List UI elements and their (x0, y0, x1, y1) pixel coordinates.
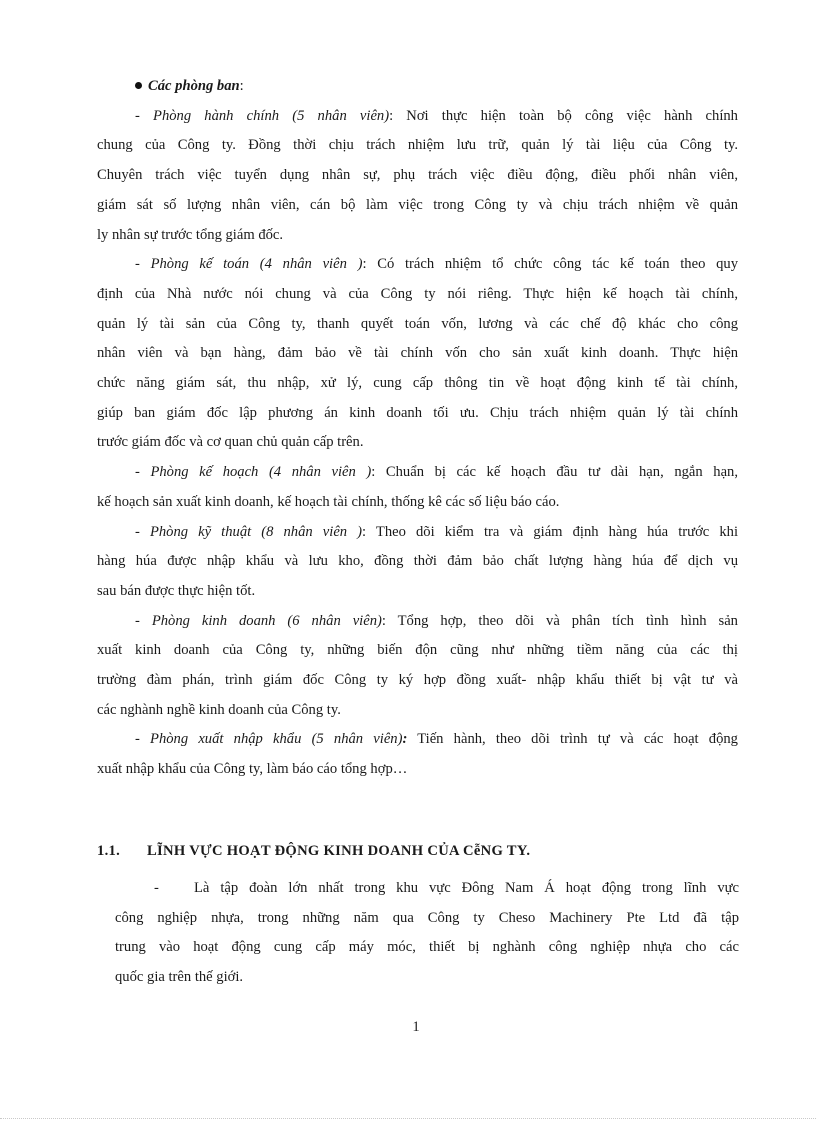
department-label: - Phòng kinh doanh (6 nhân viên) (135, 612, 382, 629)
bullet-icon (135, 82, 142, 89)
text-run: : Theo dõi kiểm tra và giám định hàng húa trước khi (362, 523, 738, 540)
paragraph-line: giúp ban giám đốc lập phương án kinh doanh tối ưu. Chịu trách nhiệm quản lý tài chính (97, 404, 738, 421)
paragraph-line: các nghành nghề kinh doanh của Công ty. (97, 701, 341, 718)
paragraph-line: định của Nhà nước nói chung và của Công ty nói riêng. Thực hiện kế hoạch tài chính, (97, 285, 738, 302)
paragraph-line (97, 250, 738, 280)
departments-heading-line (97, 72, 738, 102)
text-run: : Nơi thực hiện toàn bộ công việc hành chính (389, 107, 738, 124)
paragraph-line: ly nhân sự trước tổng giám đốc. (97, 226, 284, 243)
section-heading (97, 843, 738, 860)
paragraph-line (97, 102, 738, 132)
page-footer-divider (0, 1118, 816, 1119)
paragraph-line: xuất nhập khẩu của Công ty, làm báo cáo tổng hợp… (97, 761, 408, 778)
paragraph-line: chức năng giám sát, thu nhập, xử lý, cung cấp thông tin về hoạt động kinh tế tài chính, (97, 375, 738, 392)
paragraph-line: trường đàm phán, trình giám đốc Công ty ký hợp đồng xuất- nhập khẩu thiết bị vật tư và (97, 672, 738, 689)
paragraph-line (97, 458, 738, 488)
section-body-line (115, 874, 739, 904)
section-title: LĨNH VỰC HOẠT ĐỘNG KINH DOANH CỦA CễNG TY. (147, 843, 531, 859)
department-label: - Phòng kế toán (4 nhân viên ) (135, 256, 363, 273)
paragraph-line: hàng húa được nhập khẩu và lưu kho, đồng thời đảm bảo chất lượng hàng húa để dịch vụ (97, 553, 738, 570)
paragraph-line: giám sát số lượng nhân viên, cán bộ làm việc trong Công ty và chịu trách nhiệm về quản (97, 196, 738, 213)
paragraph-line (97, 607, 738, 637)
paragraph-line: quản lý tài sản của Công ty, thanh quyết toán vốn, lương và các chế độ khác cho công (97, 315, 738, 332)
text-run: : Tổng hợp, theo dõi và phân tích tình hình sản (381, 612, 738, 629)
departments-heading: Các phòng ban (148, 78, 240, 94)
text-run: : Có trách nhiệm tổ chức công tác kế toán theo quy (362, 256, 738, 273)
text-run: Là tập đoàn lớn nhất trong khu vực Đông Nam Á hoạt động trong lĩnh vực (194, 880, 739, 896)
section-body (115, 874, 739, 993)
paragraph-line: trước giám đốc và cơ quan chủ quản cấp trên. (97, 434, 364, 451)
paragraph-line (97, 725, 738, 755)
section-body-line: công nghiệp nhựa, trong những năm qua Công ty Cheso Machinery Pte Ltd đã tập (115, 909, 739, 926)
list-dash: - (154, 880, 159, 896)
department-label: - Phòng kế hoạch (4 nhân viên ) (135, 464, 372, 481)
page-number: 1 (412, 1019, 420, 1035)
department-label: - Phòng kỹ thuật (8 nhân viên ) (135, 523, 363, 540)
paragraph-line: Chuyên trách việc tuyển dụng nhân sự, phụ trách việc điều động, điều phối nhân viên, (97, 167, 738, 184)
text-run: : Chuẩn bị các kế hoạch đầu tư dài hạn, ngắn hạn, (371, 464, 738, 481)
paragraph-line: nhân viên và bạn hàng, đảm bảo về tài chính vốn cho sản xuất kinh doanh. Thực hiện (97, 345, 738, 362)
department-label: - Phòng xuất nhập khẩu (5 nhân viên) (135, 731, 403, 748)
departments-section (97, 72, 738, 785)
paragraph-line (97, 518, 738, 548)
department-label: - Phòng hành chính (5 nhân viên) (135, 107, 390, 124)
paragraph-line: sau bán được thực hiện tốt. (97, 582, 256, 599)
paragraph-line: kế hoạch sản xuất kinh doanh, kế hoạch tài chính, thống kê các số liệu báo cáo. (97, 493, 560, 510)
heading-colon: : (239, 78, 244, 94)
paragraph-line: xuất kinh doanh của Công ty, những biến độn cũng như những tiềm năng của các thị (97, 642, 738, 659)
section-number: 1.1. (97, 843, 121, 859)
label-colon: : (402, 731, 408, 748)
text-run: Tiến hành, theo dõi trình tự và các hoạt động (407, 731, 738, 748)
section-body-line: trung vào hoạt động cung cấp máy móc, thiết bị nghành công nghiệp nhựa cho các (115, 939, 739, 956)
section-body-line: quốc gia trên thế giới. (115, 969, 244, 986)
paragraph-line: chung của Công ty. Đồng thời chịu trách nhiệm lưu trữ, quản lý tài liệu của Công ty. (97, 137, 738, 154)
